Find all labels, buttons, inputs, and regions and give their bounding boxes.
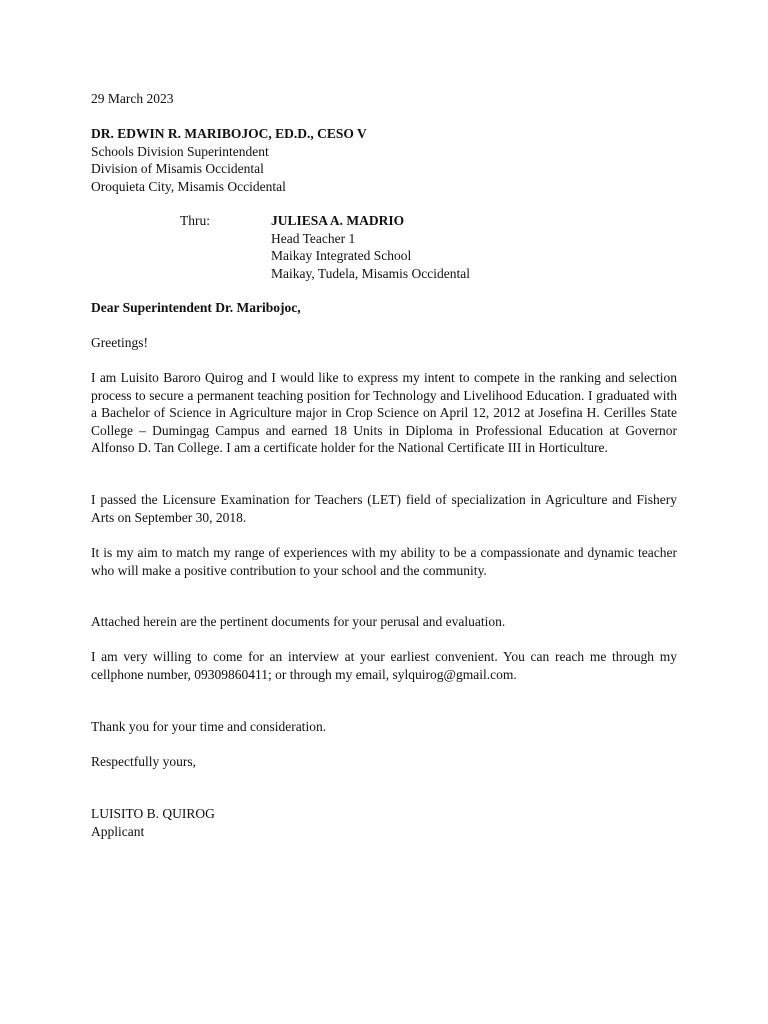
letter-date: 29 March 2023 [91, 91, 174, 106]
recipient-office: Division of Misamis Occidental [91, 161, 264, 176]
thru-name: JULIESA A. MADRIO [271, 213, 405, 228]
recipient-name: DR. EDWIN R. MARIBOJOC, ED.D., CESO V [91, 126, 367, 141]
body-paragraph-thanks: Thank you for your time and consideration. [91, 719, 327, 734]
recipient-address: Oroquieta City, Misamis Occidental [91, 178, 286, 194]
thru-school: Maikay Integrated School [271, 248, 412, 263]
body-paragraph-intro: I am Luisito Baroro Quirog and I would like to express my intent to compete in the ranking and selection process to secure a permanent teaching position for Technology and Livelihood Education. I graduated with a Bachelor of Science in Agriculture major in Crop Science on April 12, 2012 at Josefina H. Cerilles State College – Dumingag Campus and earned 18 Units in Diploma in Professional Education at Governor Alfonso D. Tan College. I am a certificate holder for the National Certificate III in Horticulture. [91, 370, 677, 455]
body-paragraph-let: I passed the Licensure Examination for Teachers (LET) field of specialization in Agriculture and Fishery Arts on September 30, 2018. [91, 492, 677, 525]
closing: Respectfully yours, [91, 754, 196, 769]
body-paragraph-aim: It is my aim to match my range of experiences with my ability to be a compassionate and dynamic teacher who will make a positive contribution to your school and the community. [91, 545, 677, 578]
thru-position: Head Teacher 1 [271, 230, 356, 246]
salutation: Dear Superintendent Dr. Maribojoc, [91, 300, 301, 315]
body-paragraph-contact: I am very willing to come for an interview at your earliest convenient. You can reach me through my cellphone number, 09309860411; or through my email, sylquirog@gmail.com. [91, 649, 677, 682]
greeting: Greetings! [91, 335, 148, 350]
signatory-title: Applicant [91, 823, 145, 839]
thru-address: Maikay, Tudela, Misamis Occidental [271, 265, 470, 281]
signatory-name: LUISITO B. QUIROG [91, 806, 215, 821]
thru-label: Thru: [180, 213, 210, 228]
thru-block [271, 212, 470, 282]
recipient-position: Schools Division Superintendent [91, 143, 269, 159]
body-paragraph-attached: Attached herein are the pertinent documents for your perusal and evaluation. [91, 614, 506, 629]
